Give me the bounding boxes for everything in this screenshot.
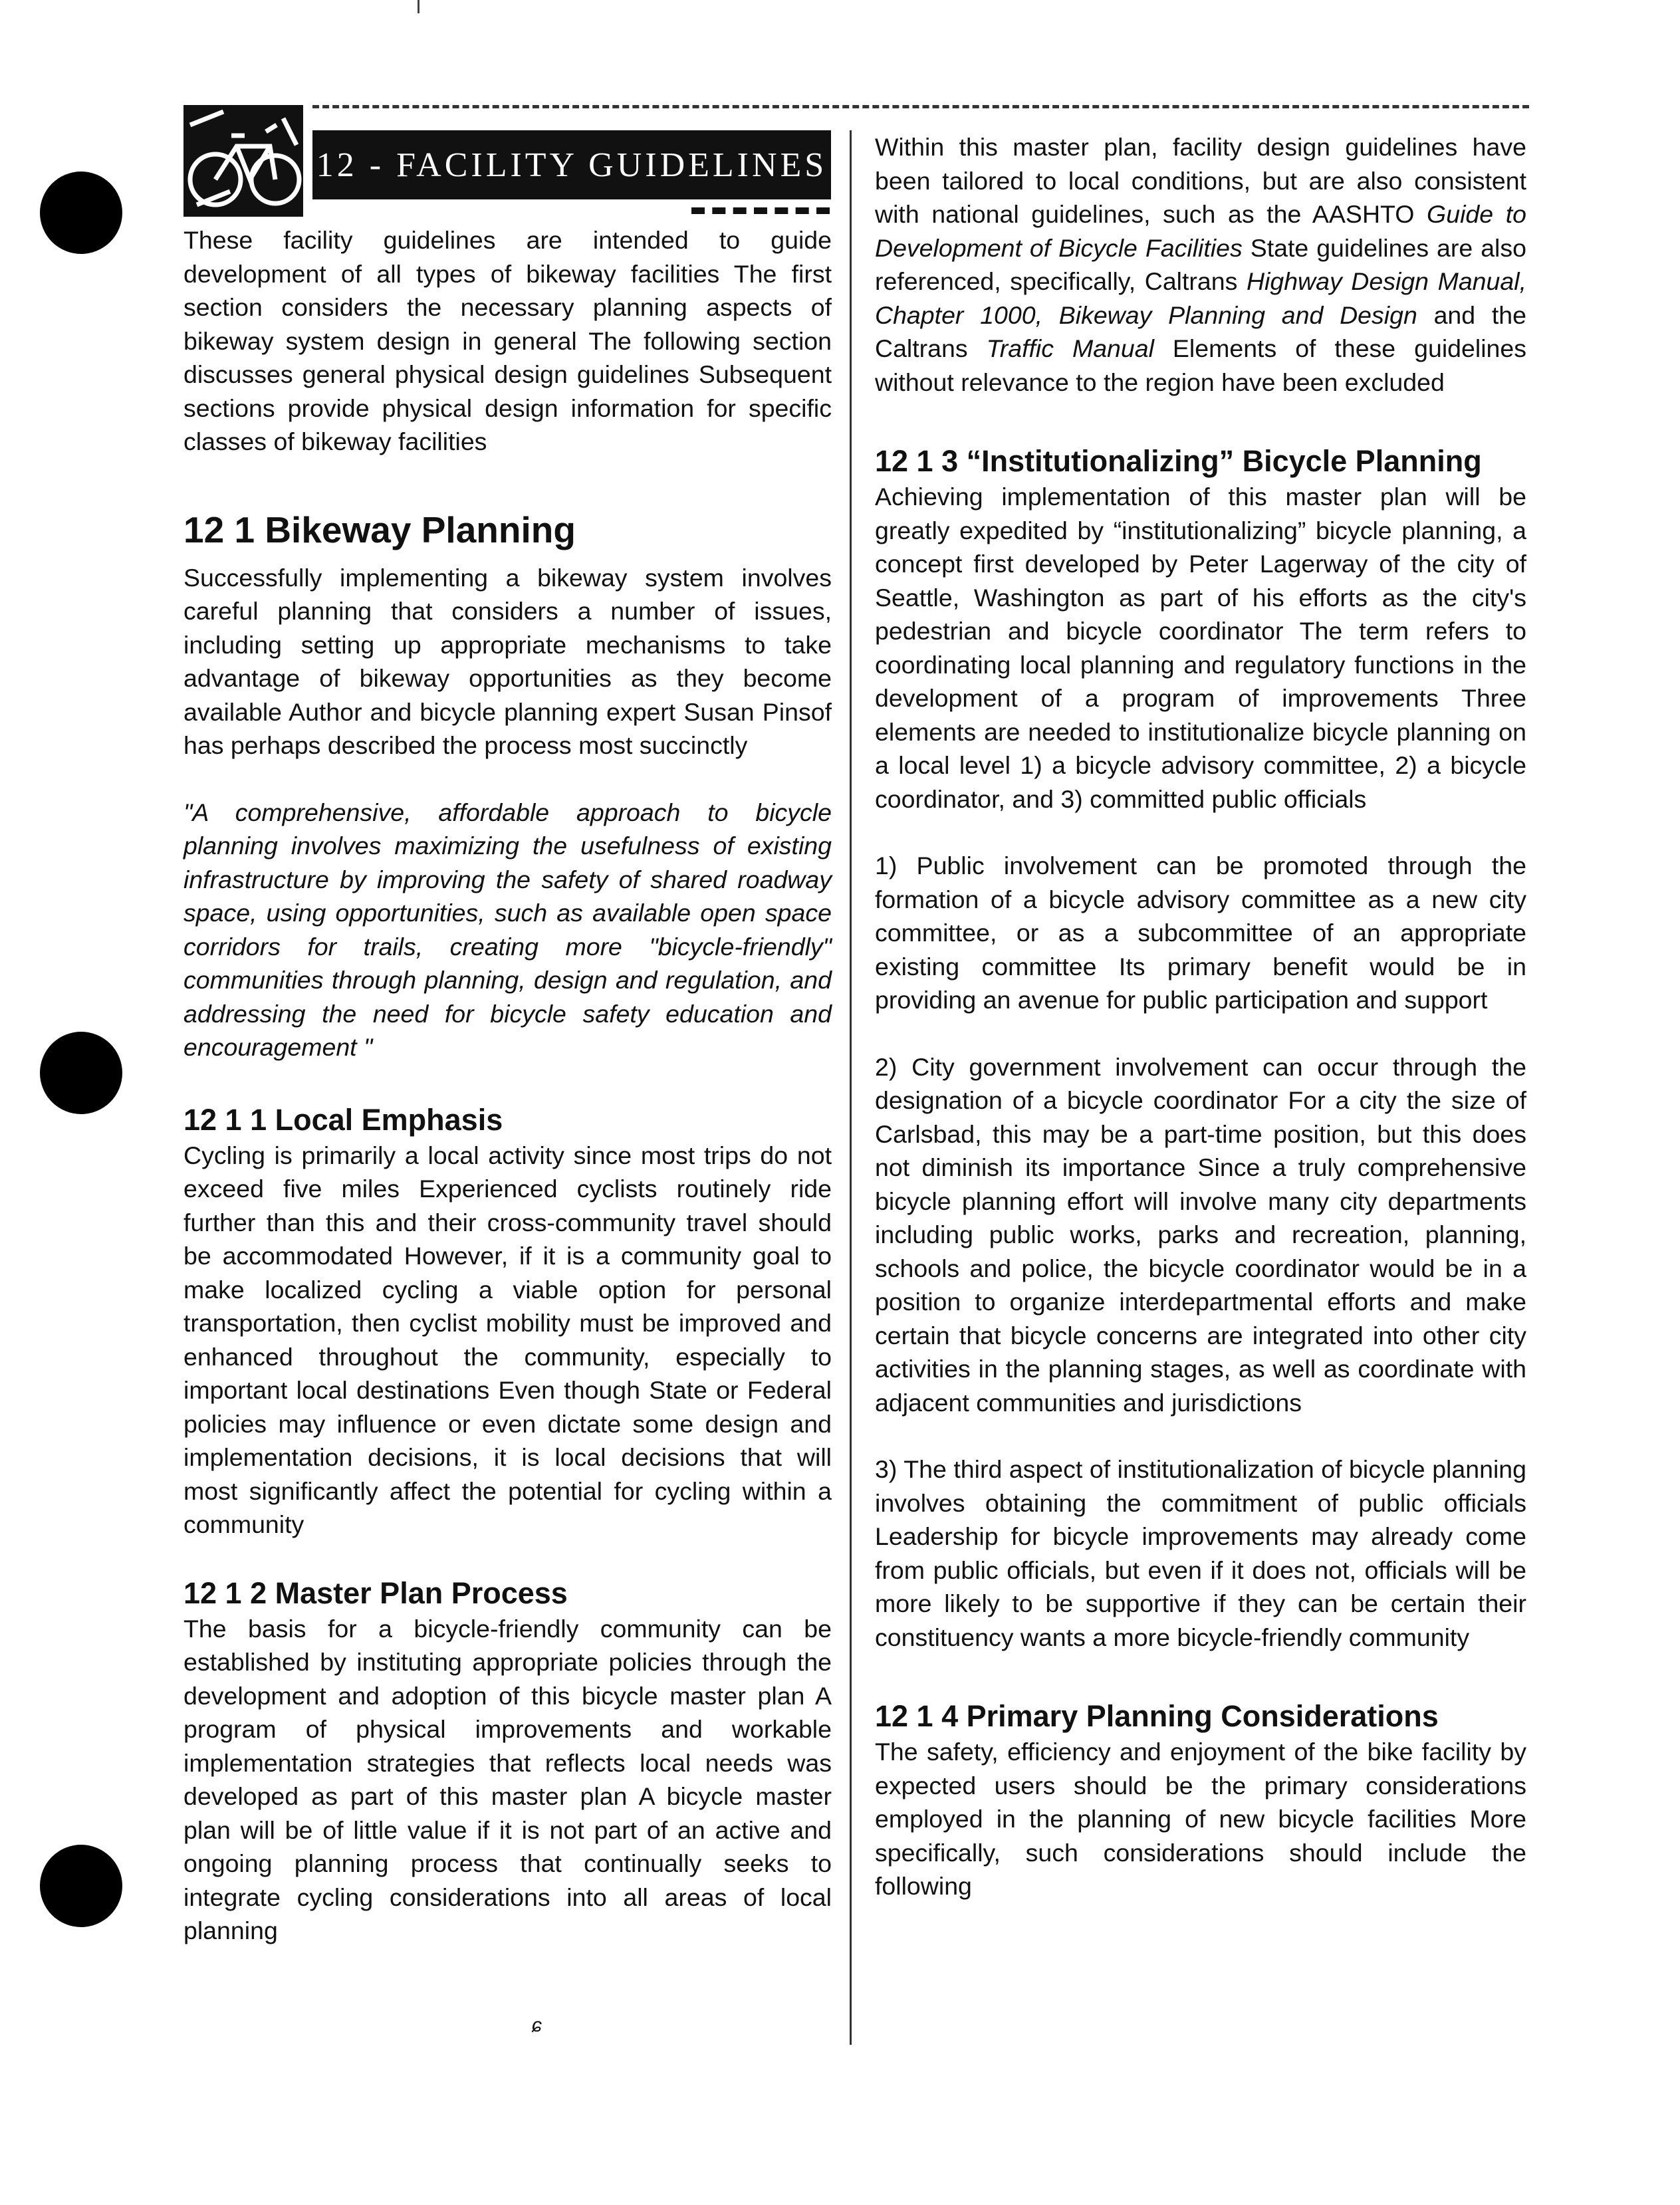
right-column bbox=[875, 130, 1526, 1903]
intro-text-c: State guidelines are also referenced, specifically, Caltrans bbox=[875, 233, 1526, 295]
intro-text-e: and the Caltrans bbox=[875, 300, 1526, 362]
heading-12-1-3: 12 1 3 “Institutionalizing” Bicycle Planning bbox=[875, 444, 1482, 478]
paragraph-12-1-3: Achieving implementation of this master plan will be greatly expedited by “institutionalizing” bicycle planning, a concept first developed by Peter Lagerway of the city of Seattle, Washington as part of his efforts as the city's pedestrian and bicycle coordinator The term refers to coordinating local planning and regulatory functions in the development of a program of improvements Three elements are needed to institutionalize bicycle planning on a local level 1) a bicycle advisory committee, 2) a bicycle coordinator, and 3) committed public officials bbox=[875, 483, 1526, 813]
intro-text-a: Within this master plan, facility design guidelines have been tailored to local conditions, but are also consistent with national guidelines, such as the AASHTO bbox=[875, 133, 1526, 228]
heading-12-1-2: 12 1 2 Master Plan Process bbox=[183, 1575, 568, 1610]
binder-hole-bottom bbox=[40, 1845, 122, 1927]
paragraph-12-1-2: The basis for a bicycle-friendly community can be established by instituting appropriate policies through the development and adoption of this bicycle master plan A program of physical improvements and workable implementation strategies that reflects local needs was developed as part of this master plan A bicycle master plan will be of little value if it is not part of an active and ongoing planning process that continually seeks to integrate cycling considerations into all areas of local planning bbox=[183, 1614, 832, 1944]
pinsof-quote: "A comprehensive, affordable approach to bicycle planning involves maximizing the usefulness of existing infrastructure by improving the safety of shared roadway space, using opportunities, such as available open space corridors for trails, creating more "bicycle-friendly" communities through planning, design and regulation, and addressing the need for bicycle safety education and encouragement " bbox=[183, 798, 832, 1061]
intro-guidelines-paragraph bbox=[875, 130, 1526, 399]
section-title-banner bbox=[312, 130, 831, 199]
paragraph-item-1: 1) Public involvement can be promoted through the formation of a bicycle advisory committee as a new city committee, or as a subcommittee of an appropriate existing committee Its primary benefit would be in providing an avenue for public participation and support bbox=[875, 852, 1526, 1014]
heading-12-1-4: 12 1 4 Primary Planning Considerations bbox=[875, 1699, 1439, 1733]
section-title: 12 - FACILITY GUIDELINES bbox=[316, 146, 828, 184]
paragraph-12-1-1: Cycling is primarily a local activity since most trips do not exceed five miles Experienced cyclists routinely ride further than this and their cross-community travel should be accommodated However, if it is a community goal to make localized cycling a viable option for personal transportation, then cyclist mobility must be improved and enhanced throughout the community, especially to important local destinations Even though State or Federal policies may influence or even dictate some design and implementation decisions, it is local decisions that will most significantly affect the potential for cycling within a community bbox=[183, 1141, 832, 1538]
binder-hole-middle bbox=[40, 1032, 122, 1114]
header-dashed-rule bbox=[312, 105, 1529, 108]
paragraph-12-1: Successfully implementing a bikeway system involves careful planning that considers a number of issues, including setting up appropriate mechanisms to take advantage of bikeway opportunities as they become available Author and bicycle planning expert Susan Pinsof has perhaps described the process most succinctly bbox=[183, 563, 832, 759]
paragraph-item-3: 3) The third aspect of institutionalization of bicycle planning involves obtaining the commitment of public officials Leadership for bicycle improvements may already come from public officials, but even if it does not, officials will be more likely to be supportive if they can be certain their constituency wants a more bicycle-friendly community bbox=[875, 1455, 1526, 1651]
traffic-manual-title: Traffic Manual bbox=[986, 334, 1154, 362]
heading-12-1-1: 12 1 1 Local Emphasis bbox=[183, 1102, 503, 1137]
binder-hole-top bbox=[40, 172, 122, 254]
bicycle-logo-icon bbox=[183, 105, 303, 217]
paragraph-12-1-4: The safety, efficiency and enjoyment of the bike facility by expected users should be the primary considerations employed in the planning of new bicycle facilities More specifically, such considerations should include the following bbox=[875, 1738, 1526, 1900]
aashto-guide-title: Guide to Development of Bicycle Facilities bbox=[875, 200, 1527, 262]
scan-mark bbox=[418, 0, 420, 13]
left-column bbox=[183, 223, 832, 1948]
page-mark: ɕ bbox=[532, 2014, 542, 2036]
intro-text-g: Elements of these guidelines without relevance to the region have been excluded bbox=[875, 334, 1527, 396]
banner-dash-decoration bbox=[691, 207, 830, 214]
column-divider bbox=[850, 130, 852, 2045]
heading-12-1: 12 1 Bikeway Planning bbox=[183, 509, 576, 550]
paragraph-item-2: 2) City government involvement can occur through the designation of a bicycle coordinator For a city the size of Carlsbad, this may be a part-time position, but this does not diminish its importance Since a truly comprehensive bicycle planning effort will involve many city departments including public works, parks and recreation, planning, schools and police, the bicycle coordinator would be in a position to organize interdepartmental efforts and make certain that bicycle concerns are integrated into other city activities in the planning stages, as well as coordinate with adjacent communities and jurisdictions bbox=[875, 1052, 1526, 1417]
caltrans-manual-title: Highway Design Manual, Chapter 1000, Bikeway Planning and Design bbox=[875, 267, 1526, 329]
intro-paragraph: These facility guidelines are intended to guide development of all types of bikeway facilities The first section considers the necessary planning aspects of bikeway system design in general The following section discusses general physical design guidelines Subsequent sections provide physical design information for specific classes of bikeway facilities bbox=[183, 226, 832, 455]
